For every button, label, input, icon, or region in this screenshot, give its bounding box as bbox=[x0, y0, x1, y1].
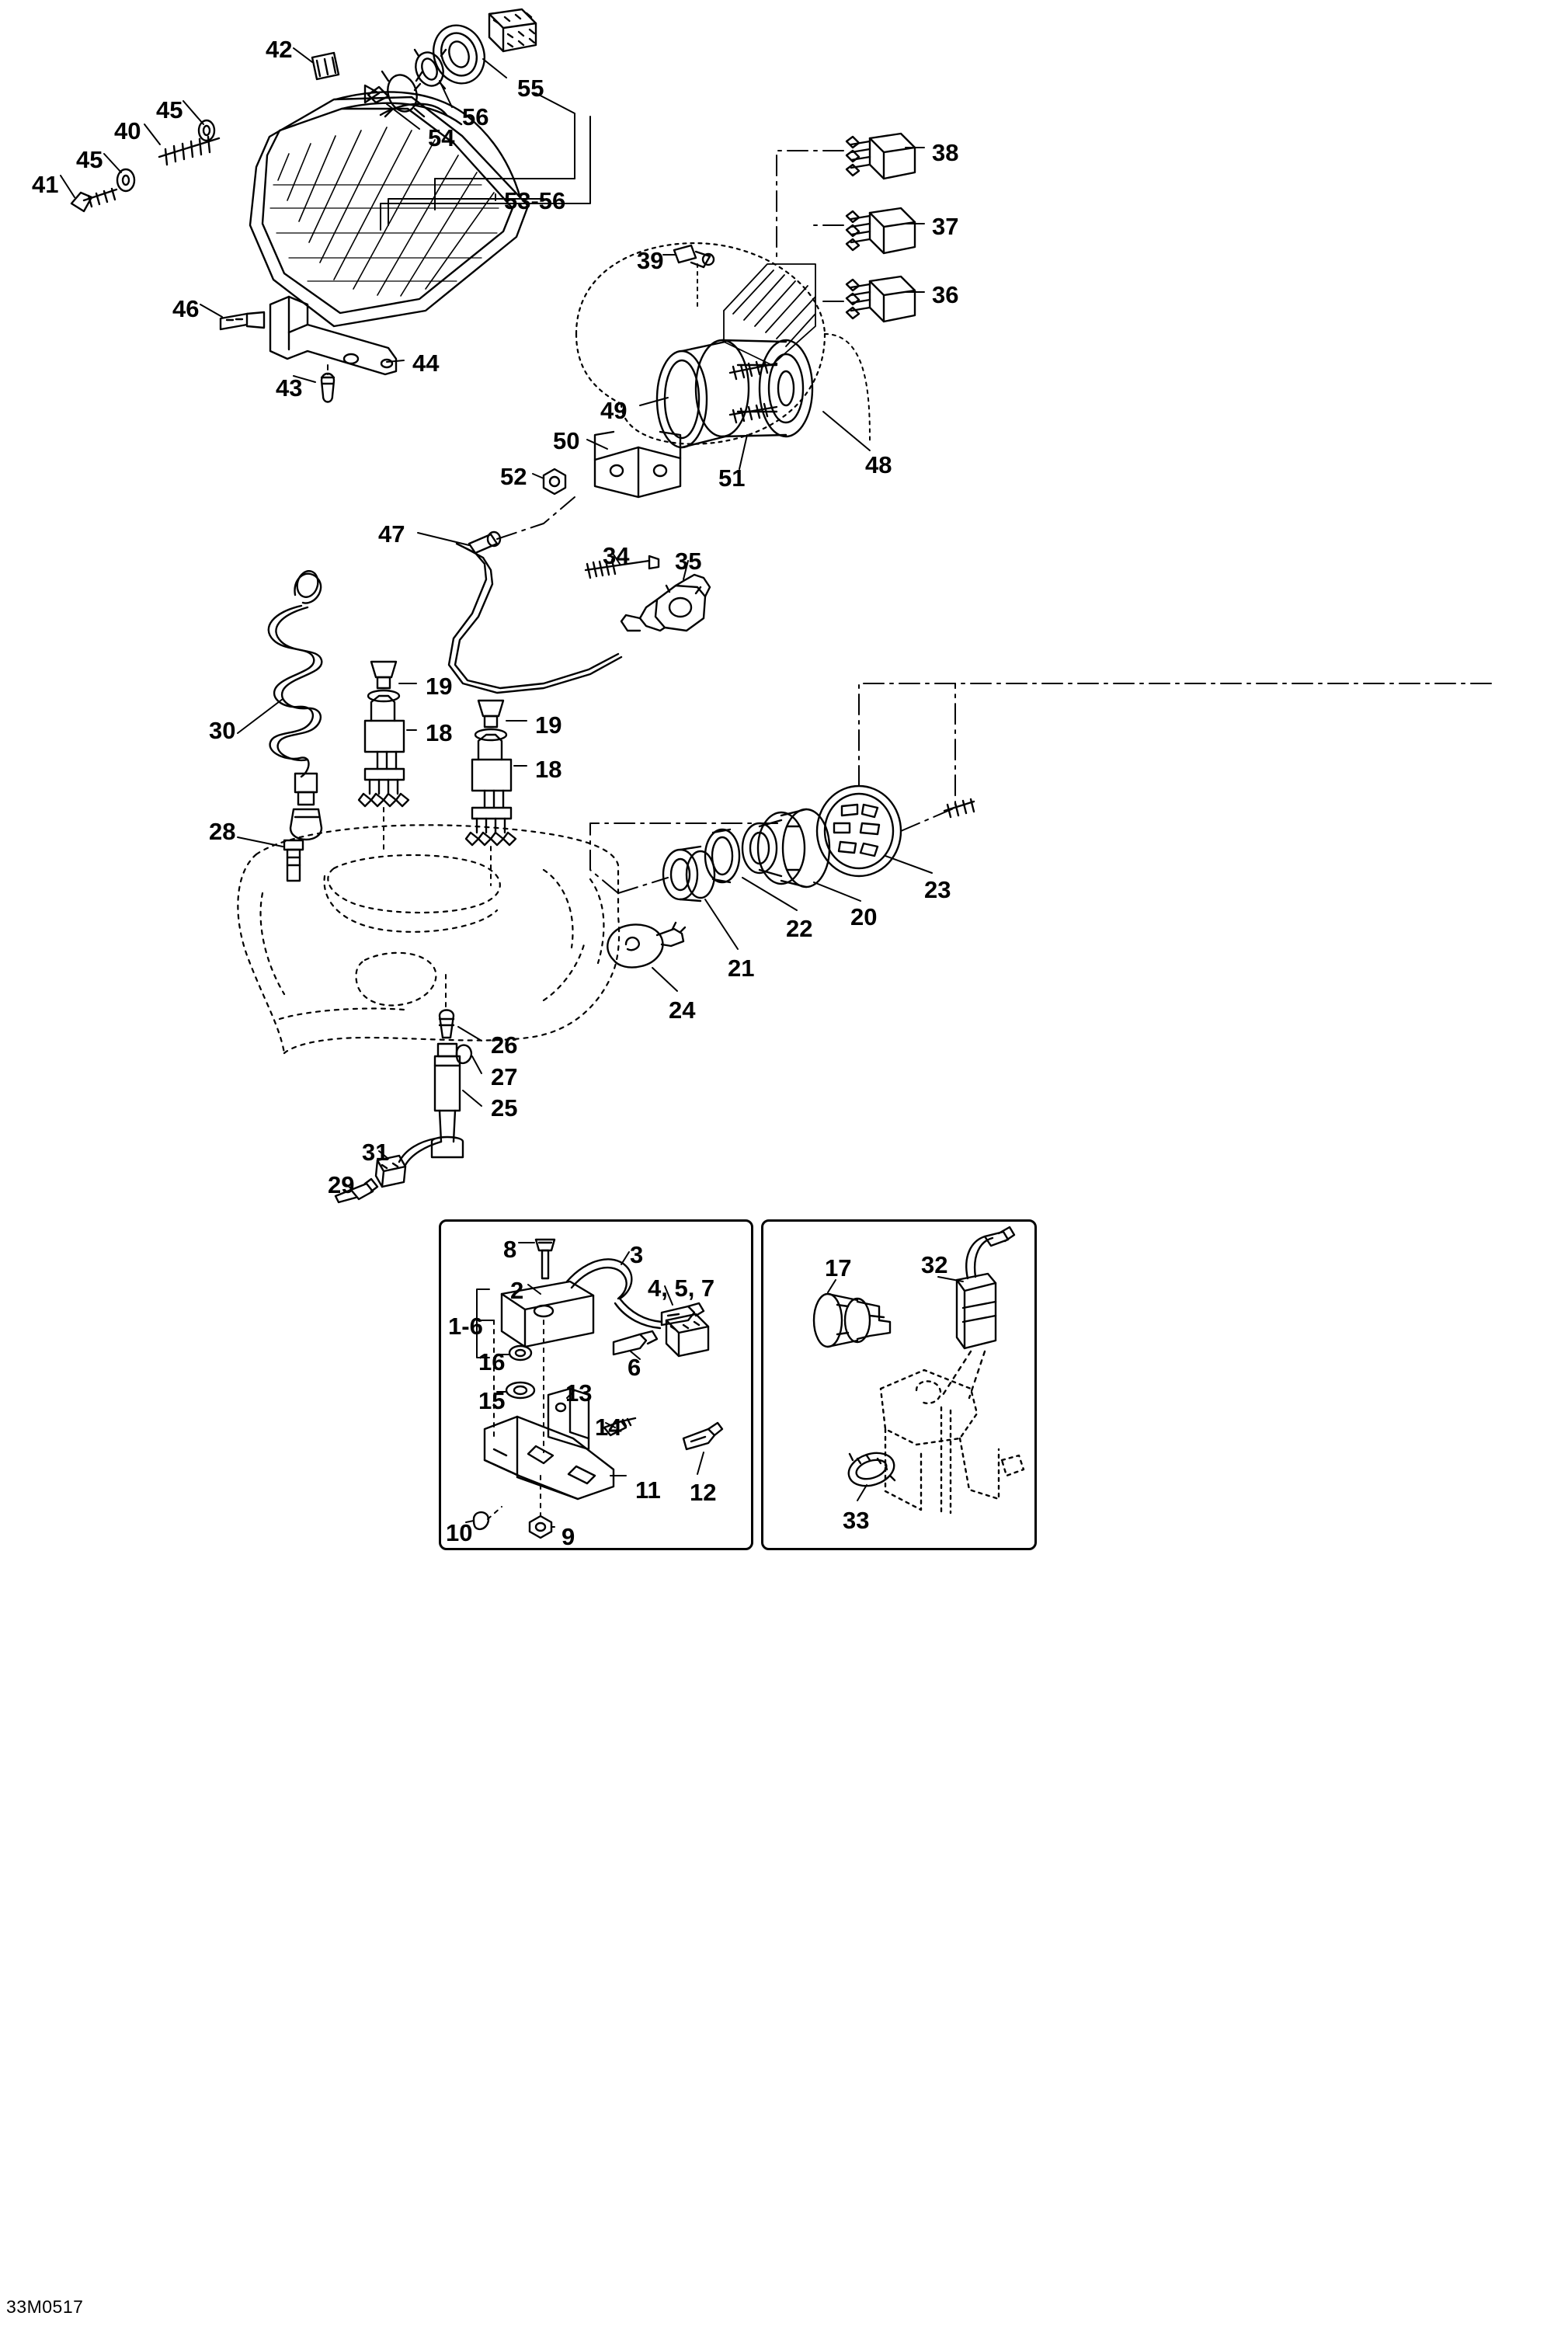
callout-42: 42 bbox=[266, 36, 293, 63]
callout-45-b: 45 bbox=[76, 146, 103, 173]
callout-4-5-7: 4, 5, 7 bbox=[648, 1275, 715, 1302]
part-20-switch-body bbox=[742, 809, 829, 887]
part-18-switch-a bbox=[359, 696, 409, 806]
part-52-nut bbox=[544, 469, 565, 494]
callout-31: 31 bbox=[362, 1139, 389, 1166]
spring-detail bbox=[944, 799, 974, 817]
part-26-bulb bbox=[440, 1010, 454, 1038]
part-49-bezel bbox=[657, 342, 725, 447]
callout-55: 55 bbox=[517, 75, 544, 102]
callout-23: 23 bbox=[924, 876, 951, 903]
lamp-25-group bbox=[336, 971, 482, 1202]
lower-right-panel bbox=[761, 1219, 1037, 1550]
headlight-connector bbox=[489, 9, 536, 51]
callout-12: 12 bbox=[690, 1479, 717, 1506]
callout-28: 28 bbox=[209, 818, 236, 845]
callout-29: 29 bbox=[328, 1171, 355, 1198]
callout-32: 32 bbox=[921, 1251, 948, 1278]
diagram-footer-code: 33M0517 bbox=[6, 2297, 84, 2317]
callout-9: 9 bbox=[561, 1523, 575, 1550]
part-39-rivet bbox=[674, 245, 714, 267]
callout-3: 3 bbox=[630, 1241, 644, 1268]
callout-43: 43 bbox=[276, 374, 303, 402]
callout-50: 50 bbox=[553, 427, 580, 454]
part-55-grommet bbox=[426, 18, 492, 90]
part-36-connector bbox=[847, 276, 915, 322]
part-45-washer-b bbox=[117, 169, 134, 191]
callout-20: 20 bbox=[850, 903, 878, 930]
callout-54: 54 bbox=[428, 124, 455, 151]
part-28-post bbox=[284, 840, 303, 881]
part-24-key bbox=[607, 923, 685, 968]
callout-18-b: 18 bbox=[535, 756, 562, 783]
callout-10: 10 bbox=[446, 1519, 473, 1546]
callout-14: 14 bbox=[595, 1414, 622, 1441]
part-30-cap bbox=[290, 809, 322, 840]
callout-17: 17 bbox=[825, 1254, 852, 1282]
callout-11: 11 bbox=[635, 1476, 661, 1504]
callout-25: 25 bbox=[491, 1094, 518, 1122]
ignition-20-24-group bbox=[590, 683, 1491, 991]
callout-53-56: 53-56 bbox=[504, 187, 566, 214]
callout-39: 39 bbox=[637, 247, 664, 274]
callout-2: 2 bbox=[510, 1277, 524, 1304]
callout-47: 47 bbox=[378, 520, 405, 548]
callout-36: 36 bbox=[932, 281, 959, 308]
part-46-rivet bbox=[221, 312, 264, 329]
callout-49: 49 bbox=[600, 397, 628, 424]
part-38-connector bbox=[847, 134, 915, 179]
callout-56: 56 bbox=[462, 103, 489, 130]
callout-38: 38 bbox=[932, 139, 959, 166]
callout-19-b: 19 bbox=[535, 711, 562, 739]
callout-16: 16 bbox=[478, 1348, 506, 1375]
callout-13: 13 bbox=[565, 1379, 593, 1407]
callout-33: 33 bbox=[843, 1507, 870, 1534]
tether-30-group bbox=[238, 569, 322, 881]
callout-51: 51 bbox=[718, 464, 746, 492]
callout-19-a: 19 bbox=[426, 673, 453, 700]
part-45-washer-a bbox=[199, 120, 214, 141]
part-42-clip bbox=[312, 53, 339, 79]
callout-8: 8 bbox=[503, 1236, 517, 1263]
callout-27: 27 bbox=[491, 1063, 518, 1090]
callout-41: 41 bbox=[32, 171, 59, 198]
part-23-terminal-plate bbox=[817, 786, 901, 876]
callout-30: 30 bbox=[209, 717, 236, 744]
part-41-bolt bbox=[71, 189, 116, 211]
callout-48: 48 bbox=[865, 451, 892, 478]
callout-44: 44 bbox=[412, 350, 440, 377]
callout-24: 24 bbox=[669, 996, 696, 1024]
gauge-barrel bbox=[696, 340, 812, 436]
part-21-bezel bbox=[663, 847, 714, 901]
part-37-connector bbox=[847, 208, 915, 253]
gauge-48-group bbox=[533, 243, 870, 497]
callout-34: 34 bbox=[603, 542, 630, 569]
part-22-ring bbox=[705, 829, 739, 882]
headlight-assembly-group bbox=[61, 9, 590, 326]
callout-15: 15 bbox=[478, 1387, 506, 1414]
callout-37: 37 bbox=[932, 213, 959, 240]
callout-45-a: 45 bbox=[156, 96, 183, 123]
callout-22: 22 bbox=[786, 915, 813, 942]
callout-52: 52 bbox=[500, 463, 527, 490]
part-43-screw bbox=[322, 374, 334, 402]
callout-21: 21 bbox=[728, 955, 755, 982]
callout-18-a: 18 bbox=[426, 719, 453, 746]
part-40-spring bbox=[159, 137, 219, 165]
callout-35: 35 bbox=[675, 548, 702, 575]
callout-26: 26 bbox=[491, 1031, 518, 1059]
callout-46: 46 bbox=[172, 295, 200, 322]
console-outline bbox=[238, 825, 619, 1053]
part-35-key-switch bbox=[621, 575, 710, 631]
cable-47-group bbox=[418, 497, 710, 693]
callout-40: 40 bbox=[114, 117, 141, 144]
callout-1-6: 1-6 bbox=[448, 1313, 483, 1340]
callout-6: 6 bbox=[628, 1354, 641, 1381]
